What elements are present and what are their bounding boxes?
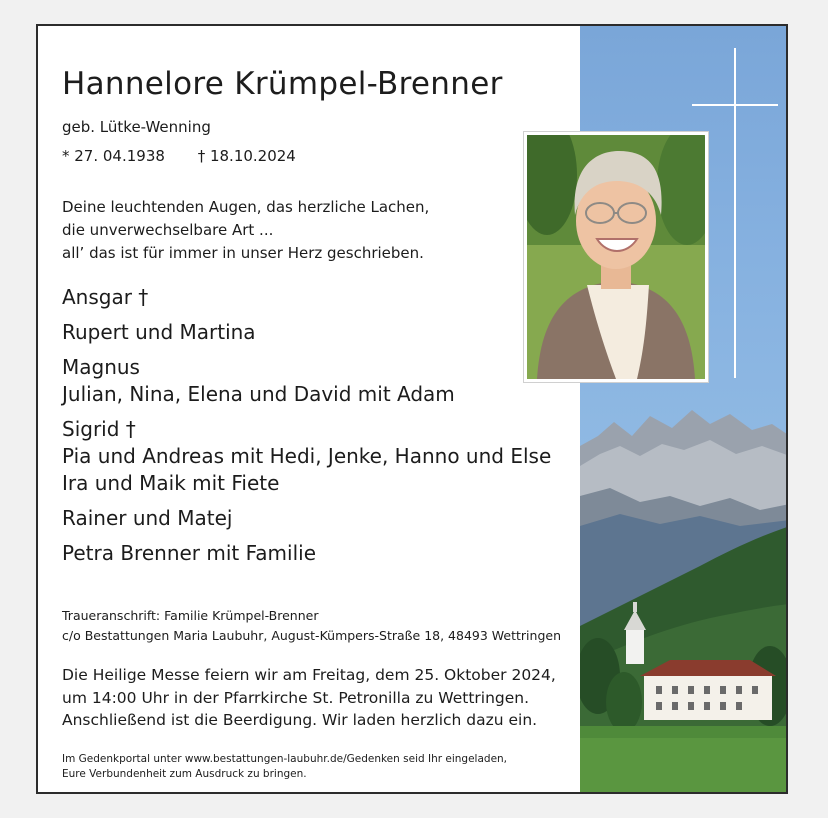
- obituary-card: [36, 24, 788, 794]
- maiden-name: geb. Lütke-Wenning: [62, 118, 211, 136]
- deceased-name: Hannelore Krümpel-Brenner: [62, 66, 503, 102]
- mass-line: Die Heilige Messe feiern wir am Freitag, dem 25. Oktober 2024,: [62, 666, 556, 684]
- family-line: Rainer und Matej: [62, 506, 233, 530]
- family-line: Sigrid †: [62, 417, 136, 441]
- mourners-list: [62, 284, 551, 575]
- portal-line: Eure Verbundenheit zum Ausdruck zu bringen.: [62, 768, 307, 780]
- family-group: [62, 416, 551, 497]
- verse-line: all’ das ist für immer in unser Herz geschrieben.: [62, 244, 424, 262]
- portrait-photo: [524, 132, 708, 382]
- family-group: [62, 540, 551, 567]
- family-line: Petra Brenner mit Familie: [62, 541, 316, 565]
- memorial-portal-note: [62, 752, 507, 782]
- family-group: [62, 354, 551, 408]
- family-line: Julian, Nina, Elena und David mit Adam: [62, 382, 455, 406]
- family-group: [62, 505, 551, 532]
- verse-line: die unverwechselbare Art ...: [62, 221, 274, 239]
- mass-line: um 14:00 Uhr in der Pfarrkirche St. Petronilla zu Wettringen.: [62, 688, 530, 707]
- verse-line: Deine leuchtenden Augen, das herzliche Lachen,: [62, 198, 430, 216]
- portrait-image: [527, 135, 705, 379]
- family-line: Rupert und Martina: [62, 320, 256, 344]
- family-group: [62, 319, 551, 346]
- family-line: Pia und Andreas mit Hedi, Jenke, Hanno und Else: [62, 444, 552, 468]
- death-date: † 18.10.2024: [197, 147, 296, 165]
- mass-line: Anschließend ist die Beerdigung. Wir laden herzlich dazu ein.: [62, 711, 538, 729]
- address-line: c/o Bestattungen Maria Laubuhr, August-Kümpers-Straße 18, 48493 Wettringen: [62, 628, 561, 643]
- family-line: Ansgar †: [62, 285, 149, 309]
- birth-date: * 27. 04.1938: [62, 147, 165, 165]
- family-line: Magnus: [62, 355, 140, 379]
- mass-announcement: [62, 664, 556, 732]
- memorial-verse: [62, 196, 429, 265]
- address-line: Traueranschrift: Familie Krümpel-Brenner: [62, 608, 319, 623]
- family-line: Ira und Maik mit Fiete: [62, 471, 280, 495]
- family-group: [62, 284, 551, 311]
- portal-line: Im Gedenkportal unter www.bestattungen-laubuhr.de/Gedenken seid Ihr eingeladen,: [62, 753, 508, 765]
- life-dates: [62, 147, 324, 165]
- mourning-address: [62, 606, 561, 646]
